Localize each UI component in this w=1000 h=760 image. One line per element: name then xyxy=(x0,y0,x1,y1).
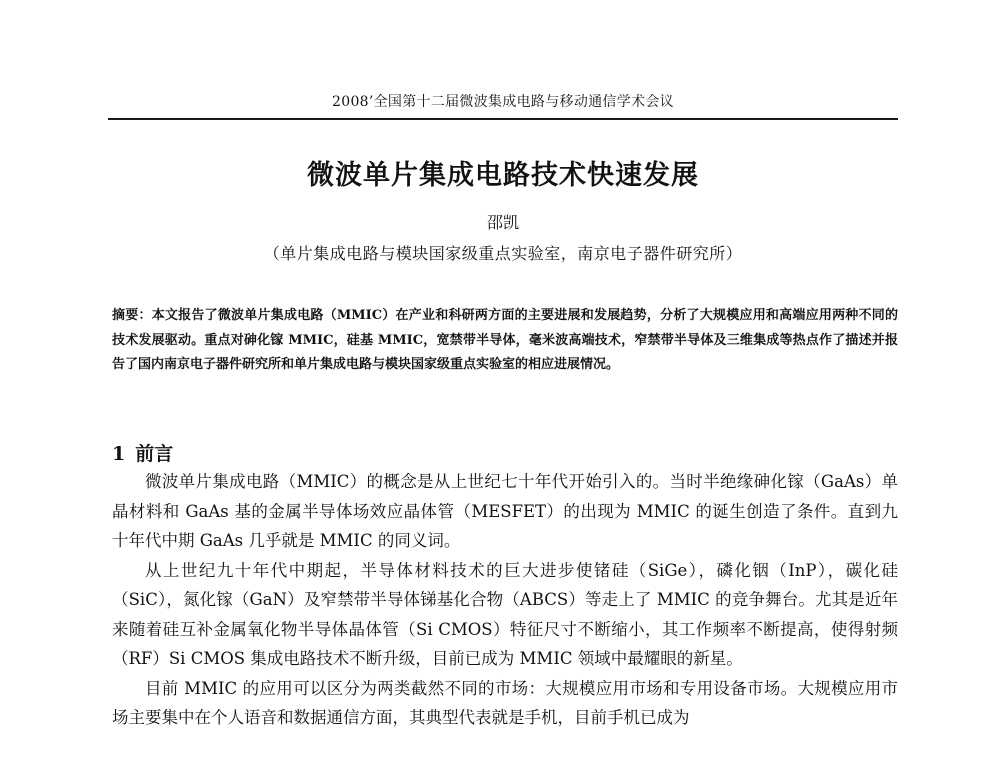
section-body xyxy=(112,467,898,733)
section-number: 1 xyxy=(112,443,126,465)
section-title: 前言 xyxy=(135,443,174,465)
section-heading xyxy=(112,441,173,467)
abstract xyxy=(112,304,898,378)
body-paragraph: 从上世纪九十年代中期起，半导体材料技术的巨大进步使锗硅（SiGe），磷化铟（InP），碳化硅（SiC），氮化镓（GaN）及窄禁带半导体锑基化合物（ABCS）等走上了 MMIC 的竞争舞台。尤其是近年来随着硅互补金属氧化物半导体晶体管（Si CMOS）特征尺寸不断缩小，其工作频率不断提高，使得射频（RF）Si CMOS 集成电路技术不断升级，目前已成为 MMIC 领域中最耀眼的新星。 xyxy=(112,560,898,668)
paper-affiliation: （单片集成电路与模块国家级重点实验室，南京电子器件研究所） xyxy=(263,244,743,263)
abstract-text: 本文报告了微波单片集成电路（MMIC）在产业和科研两方面的主要进展和发展趋势，分析了大规模应用和高端应用两种不同的技术发展驱动。重点对砷化镓 MMIC，硅基 MMIC，宽禁带半导体，毫米波高端技术，窄禁带半导体及三维集成等热点作了描述并报告了国内南京电子器件研究所和单片集成电路与模块国家级重点实验室的相应进展情况。 xyxy=(112,308,898,372)
body-paragraph: 微波单片集成电路（MMIC）的概念是从上世纪七十年代开始引入的。当时半绝缘砷化镓（GaAs）单晶材料和 GaAs 基的金属半导体场效应晶体管（MESFET）的出现为 MMIC 的诞生创造了条件。直到九十年代中期 GaAs 几乎就是 MMIC 的同义词。 xyxy=(112,472,898,550)
paper-author: 邵凯 xyxy=(486,213,519,232)
abstract-label: 摘要： xyxy=(112,308,152,323)
paper-title: 微波单片集成电路技术快速发展 xyxy=(307,160,699,191)
running-header: 2008’全国第十二届微波集成电路与移动通信学术会议 xyxy=(332,94,674,110)
header-rule xyxy=(108,118,898,120)
body-paragraph: 目前 MMIC 的应用可以区分为两类截然不同的市场：大规模应用市场和专用设备市场。大规模应用市场主要集中在个人语音和数据通信方面，其典型代表就是手机，目前手机已成为 xyxy=(112,678,898,727)
